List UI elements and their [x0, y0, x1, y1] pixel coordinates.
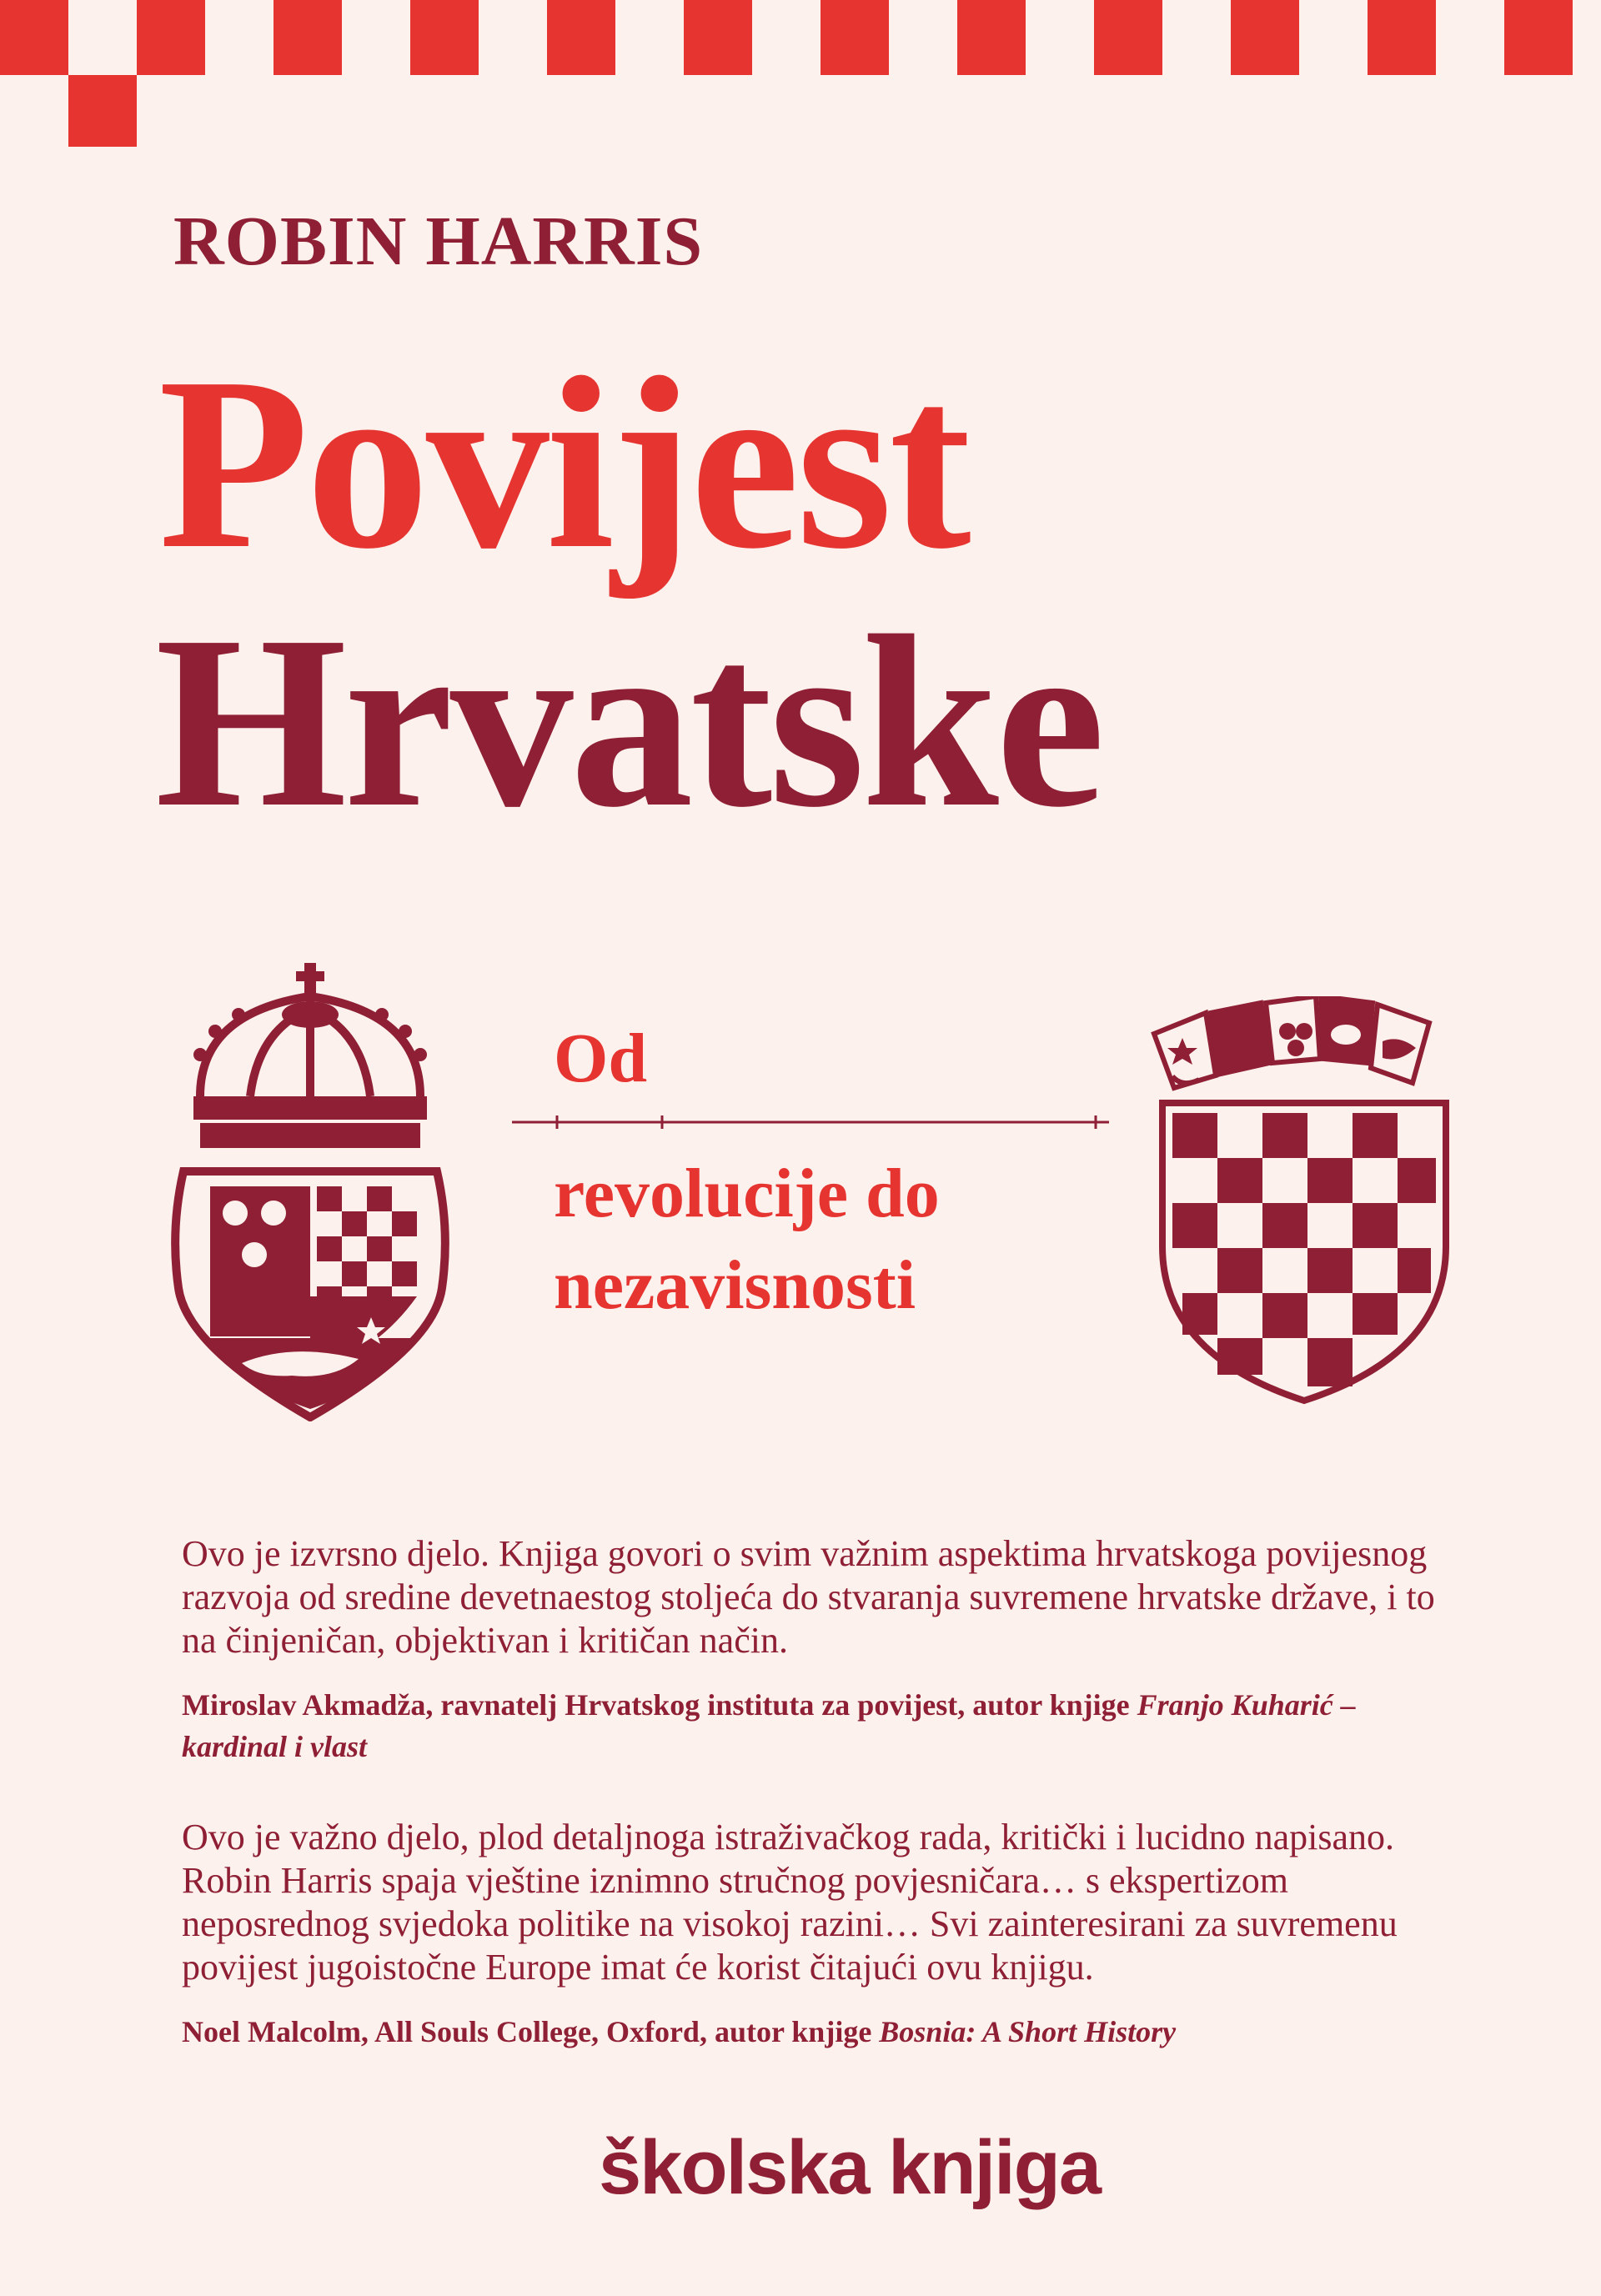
- book-title-line2: Hrvatske: [155, 585, 1102, 859]
- review-book-title-2: Bosnia: A Short History: [879, 2015, 1177, 2048]
- review-quote-1: Ovo je izvrsno djelo. Knjiga govori o svim važnim aspektima hrvatskoga povijesnog razvoja od sredine devetnaestog stoljeća do stvaranja suvremene hrvatske države, i to na činjeničan, objektivan i kritičan način.: [182, 1533, 1435, 1661]
- review-quote-2: Ovo je važno djelo, plod detaljnoga istraživačkog rada, kritički i lucidno napisano. Robin Harris spaja vještine iznimno stručnog povjesničara… s ekspertizom neposrednog svjedoka politike na visokoj razini… Svi zainteresirani za suvremenu povijest jugoistočne Europe imat će korist čitajući ovu knjigu.: [182, 1817, 1398, 1988]
- publisher-logo: školska knjiga: [599, 2125, 1100, 2210]
- croatian-coat-of-arms-icon: [1149, 996, 1459, 1405]
- historic-coat-of-arms-icon: [167, 963, 454, 1421]
- review-attribution-2: Noel Malcolm, All Souls College, Oxford, autor knjige Bosnia: A Short History: [182, 2015, 1177, 2048]
- divider-rule: [512, 1112, 1109, 1132]
- subtitle-od: Od: [554, 1020, 648, 1097]
- subtitle-line1: revolucije do: [554, 1155, 940, 1232]
- book-title-line1: Povijest: [158, 327, 968, 600]
- review-attribution-1: Miroslav Akmadža, ravnatelj Hrvatskog instituta za povijest, autor knjige Franjo Kuharić – kardinal i vlast: [182, 1688, 1356, 1763]
- review-book-title-1: Franjo Kuharić – kardinal i vlast: [182, 1688, 1356, 1763]
- author-name: ROBIN HARRIS: [173, 203, 704, 280]
- subtitle-line2: nezavisnosti: [554, 1246, 916, 1324]
